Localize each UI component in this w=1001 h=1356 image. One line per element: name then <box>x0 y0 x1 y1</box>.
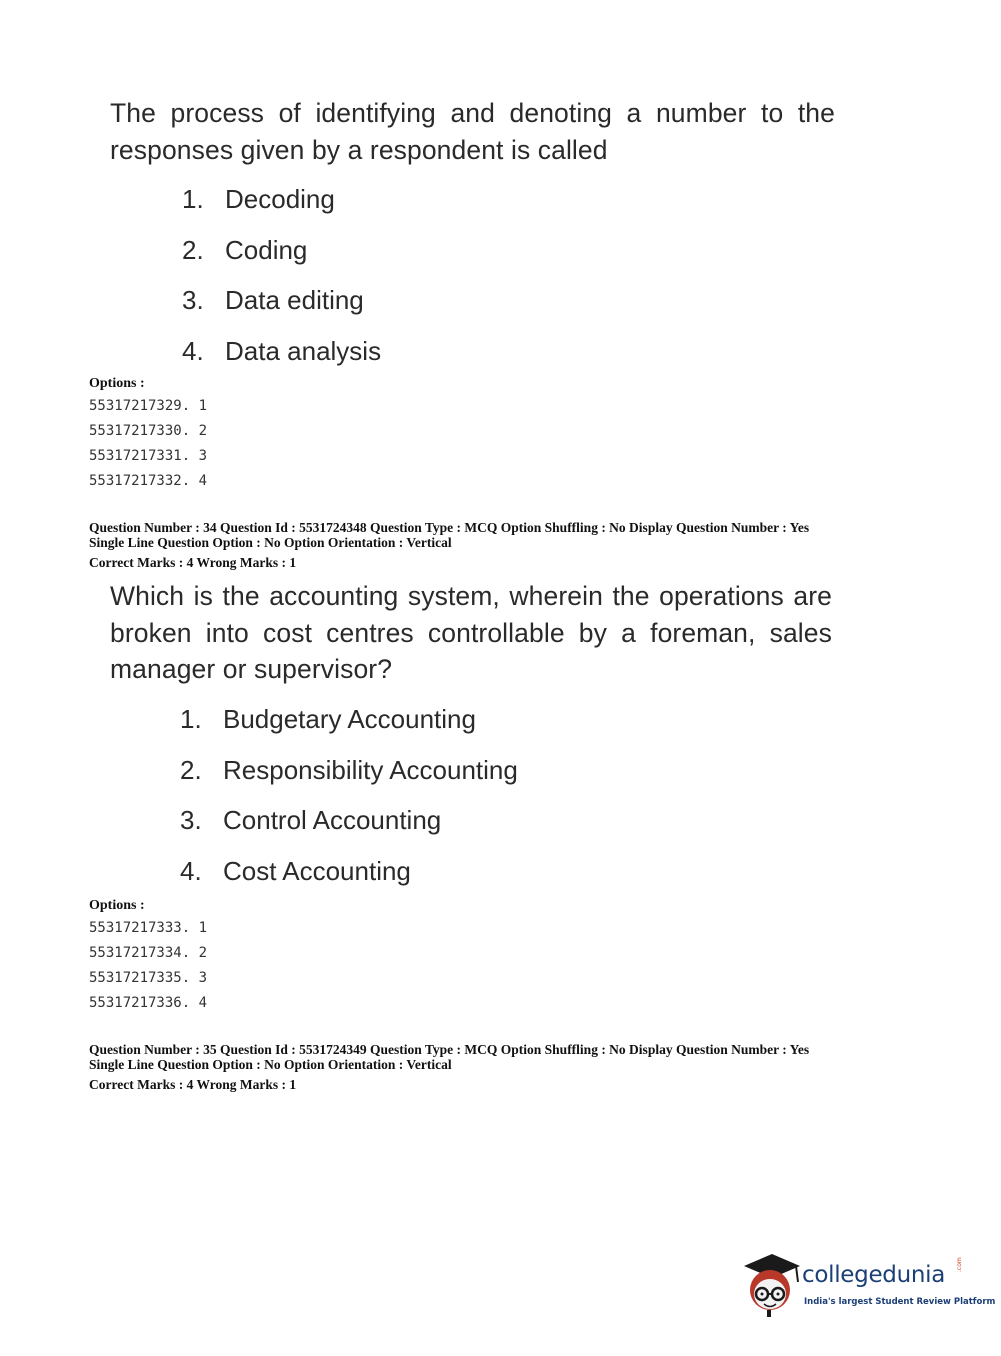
option-id-list <box>89 918 207 1018</box>
answer-choice <box>182 333 381 384</box>
option-id: 55317217336. 4 <box>89 995 208 1011</box>
meta-marks: Correct Marks : 4 Wrong Marks : 1 <box>89 1077 297 1092</box>
brand-suffix: .com <box>956 1257 963 1272</box>
choice-number: 2. <box>182 234 204 265</box>
choice-number: 1. <box>182 184 204 214</box>
question-meta <box>89 520 809 570</box>
answer-choice <box>180 802 518 853</box>
options-heading: Options : <box>89 898 145 913</box>
choice-label: Responsibility Accounting <box>223 754 518 785</box>
answer-choice <box>182 232 381 283</box>
choice-label: Budgetary Accounting <box>223 704 476 734</box>
question-text: The process of identifying and denoting a number to the responses given by a respondent is called <box>110 98 835 165</box>
choice-number: 3. <box>180 805 202 835</box>
choice-number: 4. <box>182 335 204 366</box>
option-id: 55317217334. 2 <box>89 945 208 961</box>
choice-label: Cost Accounting <box>223 855 411 886</box>
meta-question-info: Question Number : 35 Question Id : 5531724349 Question Type : MCQ Option Shuffling : No Display Question Number : Yes <box>89 1042 810 1057</box>
choice-label: Decoding <box>225 184 335 214</box>
option-id: 55317217333. 1 <box>89 920 208 936</box>
answer-choice <box>182 181 381 232</box>
question-meta <box>89 1042 809 1092</box>
choice-number: 1. <box>180 704 202 734</box>
option-id-list <box>89 396 207 496</box>
brand-name: collegedunia <box>802 1262 946 1288</box>
option-id: 55317217330. 2 <box>89 423 208 439</box>
choice-label: Data editing <box>225 285 364 315</box>
choice-label: Data analysis <box>225 335 382 366</box>
answer-choice <box>180 701 518 752</box>
choice-label: Control Accounting <box>223 805 442 835</box>
meta-option-info: Single Line Question Option : No Option Orientation : Vertical <box>89 535 452 550</box>
choice-number: 3. <box>182 285 204 315</box>
question-text: Which is the accounting system, wherein the operations are broken into cost centres controllable by a foreman, sales manager or supervisor? <box>110 581 832 684</box>
option-id: 55317217332. 4 <box>89 473 208 489</box>
answer-choice-list <box>182 181 381 383</box>
answer-choice <box>182 282 381 333</box>
option-id: 55317217329. 1 <box>89 398 208 414</box>
meta-marks: Correct Marks : 4 Wrong Marks : 1 <box>89 555 297 570</box>
answer-choice <box>180 752 518 803</box>
choice-label: Coding <box>225 234 308 265</box>
choice-number: 4. <box>180 855 202 886</box>
option-id: 55317217335. 3 <box>89 970 208 986</box>
options-heading: Options : <box>89 376 145 391</box>
meta-question-info: Question Number : 34 Question Id : 5531724348 Question Type : MCQ Option Shuffling : No Display Question Number : Yes <box>89 520 810 535</box>
brand-tagline: India's largest Student Review Platform <box>804 1297 996 1307</box>
answer-choice <box>180 853 518 904</box>
answer-choice-list <box>180 701 518 903</box>
choice-number: 2. <box>180 754 202 785</box>
meta-option-info: Single Line Question Option : No Option Orientation : Vertical <box>89 1057 452 1072</box>
option-id: 55317217331. 3 <box>89 448 208 464</box>
